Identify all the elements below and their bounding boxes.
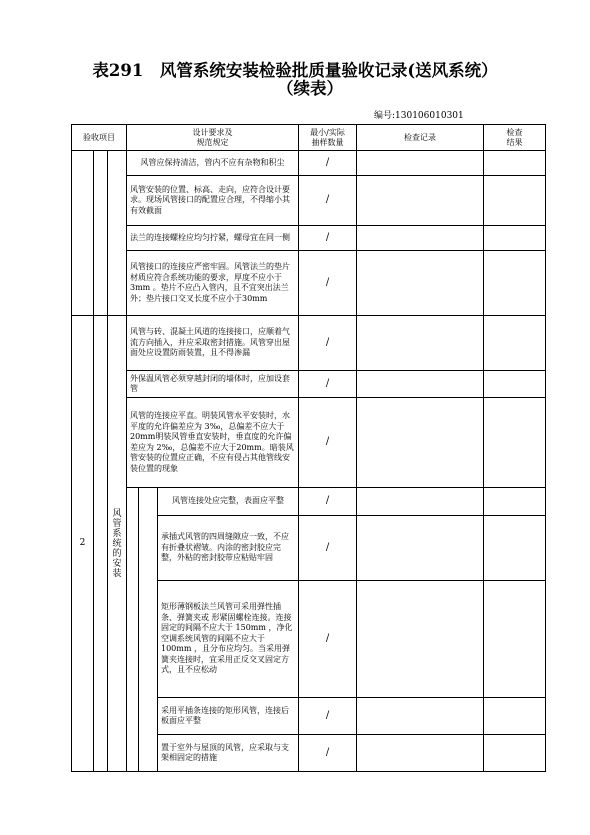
table-row	[72, 488, 546, 516]
title-line-2: （续表）	[277, 79, 343, 98]
record-cell[interactable]	[357, 226, 484, 251]
record-cell[interactable]	[357, 698, 484, 735]
result-cell[interactable]	[484, 488, 546, 516]
requirement-text: 采用平插条连接的矩形风管，连接后板面应平整	[158, 698, 299, 735]
result-cell[interactable]	[484, 735, 546, 772]
result-cell[interactable]	[484, 251, 546, 316]
result-cell[interactable]	[484, 316, 546, 371]
subgroup-cell	[127, 488, 139, 772]
header-item: 验收项目	[72, 125, 127, 151]
page-title	[0, 62, 590, 98]
sample-count: /	[299, 371, 357, 398]
requirement-text: 风管的连接应平直。明装风管水平安装时，水平度的允许偏差应为 3‰，总偏差不应大于 20mm明装风管垂直安装时，垂直度的允许偏差应为 2‰，总偏差不应大于20mm。暗装风管安装的位置应正确，不应有侵占其他管线安装位置的现象	[127, 398, 299, 488]
record-cell[interactable]	[357, 488, 484, 516]
header-requirement: 设计要求及 规范规定	[127, 125, 299, 151]
sample-count: /	[299, 581, 357, 698]
header-sample-count: 最小/实际 抽样数量	[299, 125, 357, 151]
item-no-cell	[72, 151, 94, 316]
requirement-text: 外保温风管必须穿越封闭的墙体时，应加设套管	[127, 371, 299, 398]
sample-count: /	[299, 516, 357, 581]
sample-count: /	[299, 488, 357, 516]
sample-count: /	[299, 226, 357, 251]
sample-count: /	[299, 316, 357, 371]
title-line-1: 表291 风管系统安装检验批质量验收记录(送风系统）	[92, 61, 498, 80]
item-number: 2	[72, 316, 94, 772]
requirement-text: 承插式风管的四周缝隙应一致，不应有折叠状褶皱。内涂的密封胶应完整，外粘的密封胶带应粘贴牢固	[158, 516, 299, 581]
result-cell[interactable]	[484, 581, 546, 698]
item-label: 风管 系统 的安 装	[108, 316, 127, 772]
sample-count: /	[299, 151, 357, 176]
header-row	[72, 125, 546, 151]
requirement-text: 法兰的连接螺栓应均匀拧紧，螺母宜在同一侧	[127, 226, 299, 251]
table-row	[72, 151, 546, 176]
inspection-table	[71, 124, 546, 772]
subgroup-cell	[108, 151, 127, 316]
sample-count: /	[299, 176, 357, 226]
result-cell[interactable]	[484, 371, 546, 398]
requirement-text: 风管应保持清洁，管内不应有杂物和积尘	[127, 151, 299, 176]
subgroup-cell	[94, 151, 108, 316]
record-cell[interactable]	[357, 735, 484, 772]
record-cell[interactable]	[357, 371, 484, 398]
sample-count: /	[299, 735, 357, 772]
requirement-text: 置于室外与屋顶的风管，应采取与支架相固定的措施	[158, 735, 299, 772]
record-cell[interactable]	[357, 316, 484, 371]
result-cell[interactable]	[484, 698, 546, 735]
record-cell[interactable]	[357, 251, 484, 316]
table-row	[72, 251, 546, 316]
sample-count: /	[299, 398, 357, 488]
result-cell[interactable]	[484, 151, 546, 176]
table-row	[72, 316, 546, 371]
record-cell[interactable]	[357, 151, 484, 176]
record-cell[interactable]	[357, 176, 484, 226]
sample-count: /	[299, 698, 357, 735]
table-row	[72, 398, 546, 488]
subgroup-cell	[139, 488, 158, 772]
requirement-text: 风管安装的位置、标高、走向，应符合设计要求。现场风管接口的配置应合理，不得缩小其有效截面	[127, 176, 299, 226]
requirement-text: 风管接口的连接应严密牢固。风管法兰的垫片材质应符合系统功能的要求，厚度不应小于 3mm 。垫片不应凸入管内，且不宜突出法兰外；垫片接口交叉长度不应小于30mm	[127, 251, 299, 316]
result-cell[interactable]	[484, 398, 546, 488]
requirement-text: 风管连接处应完整，表面应平整	[158, 488, 299, 516]
sample-count: /	[299, 251, 357, 316]
subgroup-cell	[94, 316, 108, 772]
table-row	[72, 371, 546, 398]
record-cell[interactable]	[357, 516, 484, 581]
table-row	[72, 226, 546, 251]
table-row	[72, 176, 546, 226]
requirement-text: 风管与砖、混凝土风道的连接接口，应顺着气流方向插入，并应采取密封措施。风管穿出屋面处应设置防雨装置，且不得渗漏	[127, 316, 299, 371]
header-result: 检查 结果	[484, 125, 546, 151]
header-record: 检查记录	[357, 125, 484, 151]
record-cell[interactable]	[357, 581, 484, 698]
record-cell[interactable]	[357, 398, 484, 488]
requirement-text: 矩形薄钢板法兰风管可采用弹性插条、弹簧夹或 形紧固螺栓连接。连接固定的间隔不应大于 150mm ，净化空调系统风管的间隔不应大于 100mm ，且分布应均匀。当采用弹簧夹连接时，宜采用正反交叉固定方式，且不应松动	[158, 581, 299, 698]
result-cell[interactable]	[484, 176, 546, 226]
document-number: 编号:130106010301	[374, 111, 464, 121]
result-cell[interactable]	[484, 226, 546, 251]
result-cell[interactable]	[484, 516, 546, 581]
